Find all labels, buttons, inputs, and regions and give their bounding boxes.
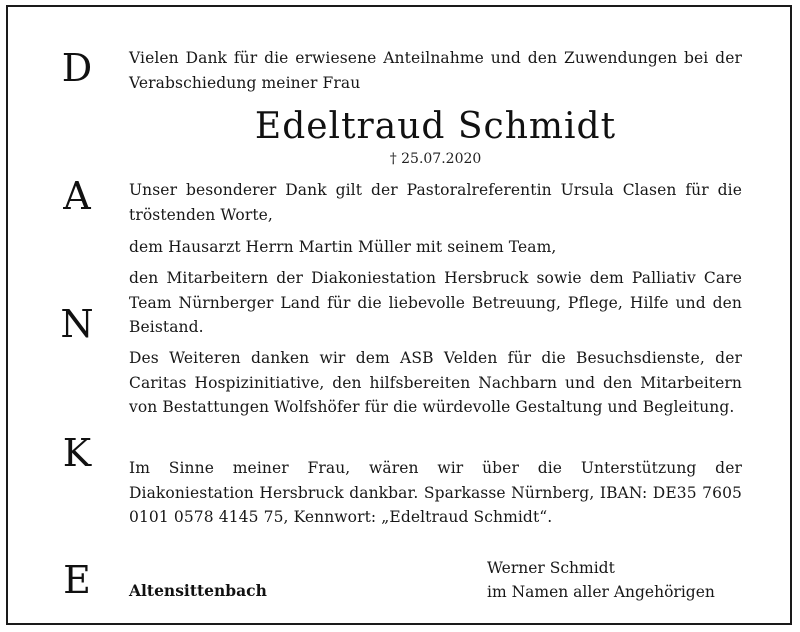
signature-block bbox=[487, 556, 747, 604]
thanks-paragraph-1: Unser besonderer Dank gilt der Pastoralreferentin Ursula Clasen für die tröstenden Worte, bbox=[129, 181, 742, 224]
death-date: † 25.07.2020 bbox=[389, 151, 482, 167]
deceased-name: Edeltraud Schmidt bbox=[254, 106, 617, 147]
thanks-paragraph-2: dem Hausarzt Herrn Martin Müller mit seinem Team, bbox=[129, 238, 557, 256]
place-name: Altensittenbach bbox=[129, 581, 267, 600]
signature-line: im Namen aller Angehörigen bbox=[487, 583, 715, 601]
thanks-paragraph-4: Des Weiteren danken wir dem ASB Velden für die Besuchsdienste, der Caritas Hospizinitiative, den hilfsbereiten Nachbarn und den Mitarbeitern von Bestattungen Wolfshöfer für die würdevolle Gestaltung und Begleitung. bbox=[129, 349, 742, 416]
side-letter-a: A bbox=[63, 174, 91, 218]
side-letter-d: D bbox=[61, 46, 93, 90]
thanks-paragraph-5: Im Sinne meiner Frau, wären wir über die Unterstützung der Diakoniestation Hersbruck dankbar. Sparkasse Nürnberg, IBAN: DE35 7605 0101 0578 4145 75, Kennwort: „Edeltraud Schmidt“. bbox=[129, 459, 742, 526]
side-letter-n: N bbox=[60, 302, 94, 346]
thanks-paragraph-3: den Mitarbeitern der Diakoniestation Hersbruck sowie dem Palliativ Care Team Nürnberger Land für die liebevolle Betreuung, Pflege, Hilfe und den Beistand. bbox=[129, 269, 742, 336]
signature-name: Werner Schmidt bbox=[487, 559, 615, 577]
side-letter-e: E bbox=[63, 558, 91, 602]
side-letter-k: K bbox=[62, 431, 92, 475]
intro-text: Vielen Dank für die erwiesene Anteilnahme und den Zuwendungen bei der Verabschiedung meiner Frau bbox=[129, 49, 742, 92]
